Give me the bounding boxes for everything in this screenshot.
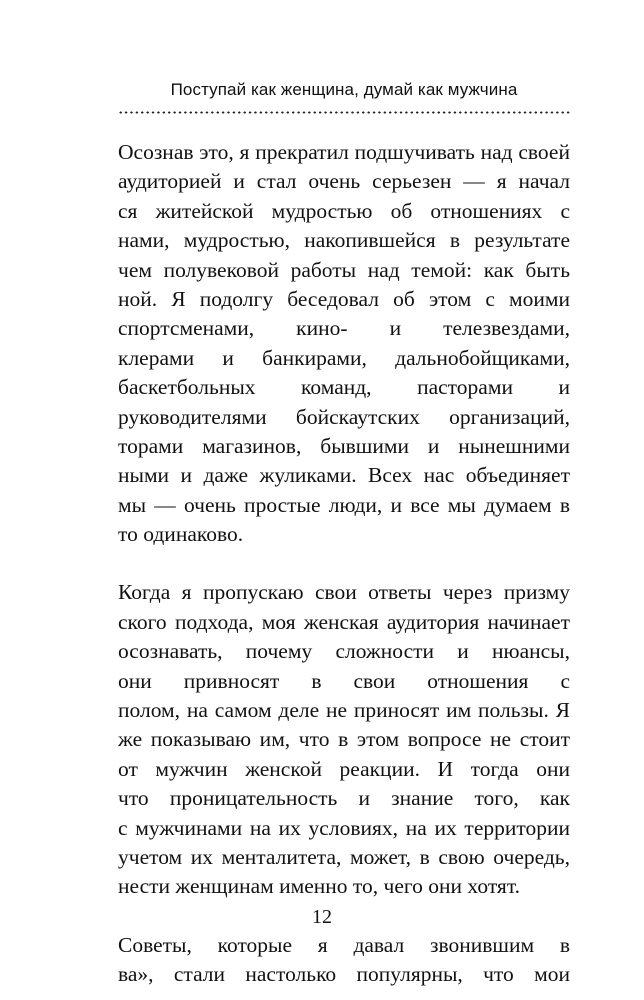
- text-line: ся житейской мудростью об отношениях с: [118, 198, 570, 223]
- text-line: ского подхода, моя женская аудитория начинает: [118, 609, 570, 634]
- page-number: 12: [312, 906, 332, 928]
- text-line: спортсменами, кино- и телезвездами,: [118, 316, 570, 341]
- text-line: же показываю им, что в этом вопросе не стоит: [118, 727, 570, 752]
- text-line: руководителями бойскаутских организаций,: [118, 404, 570, 429]
- text-line: от мужчин женской реакции. И тогда они: [118, 756, 570, 781]
- body-text: [118, 138, 570, 990]
- dotted-rule: [118, 111, 570, 114]
- text-line: учетом их менталитета, может, в свою очередь,: [118, 844, 570, 869]
- text-line: что проницательность и знание того, как: [118, 786, 570, 811]
- paragraph-spacer: [118, 549, 570, 578]
- text-line: баскетбольных команд, пасторами и: [118, 375, 570, 400]
- text-line: осознавать, почему сложности и нюансы,: [118, 639, 570, 664]
- paragraph-3: [118, 931, 570, 990]
- text-line: Советы, которые я давал звонившим в: [118, 932, 570, 957]
- text-line: клерами и банкирами, дальнобойщиками,: [118, 345, 570, 370]
- text-line: ными и даже жуликами. Всех нас объединяет: [118, 463, 570, 488]
- text-line: то одинаково.: [118, 522, 244, 547]
- text-line: ной. Я подолгу беседовал об этом с моими: [118, 286, 570, 311]
- text-line: нами, мудростью, накопившейся в результате: [118, 228, 570, 253]
- text-line: полом, на самом деле не приносят им пользы. Я: [118, 698, 570, 723]
- text-line: нести женщинам именно то, чего они хотят.: [118, 874, 520, 899]
- paragraph-2: [118, 578, 570, 901]
- text-line: торами магазинов, бывшими и нынешними: [118, 433, 570, 458]
- text-line: они привносят в свои отношения с: [118, 668, 570, 693]
- text-line: Осознав это, я прекратил подшучивать над своей: [118, 140, 570, 164]
- text-line: с мужчинами на их условиях, на их территории: [118, 815, 570, 840]
- text-line: ва», стали настолько популярны, что мои: [118, 962, 570, 987]
- text-line: Когда я пропускаю свои ответы через призму: [118, 580, 570, 605]
- text-line: мы — очень простые люди, и все мы думаем в: [118, 492, 570, 517]
- text-line: аудиторией и стал очень серьезен — я начал: [118, 169, 570, 194]
- text-line: чем полувековой работы над темой: как быть: [118, 257, 570, 282]
- paragraph-1: [118, 138, 570, 549]
- running-head: Поступай как женщина, думай как мужчина: [170, 80, 518, 99]
